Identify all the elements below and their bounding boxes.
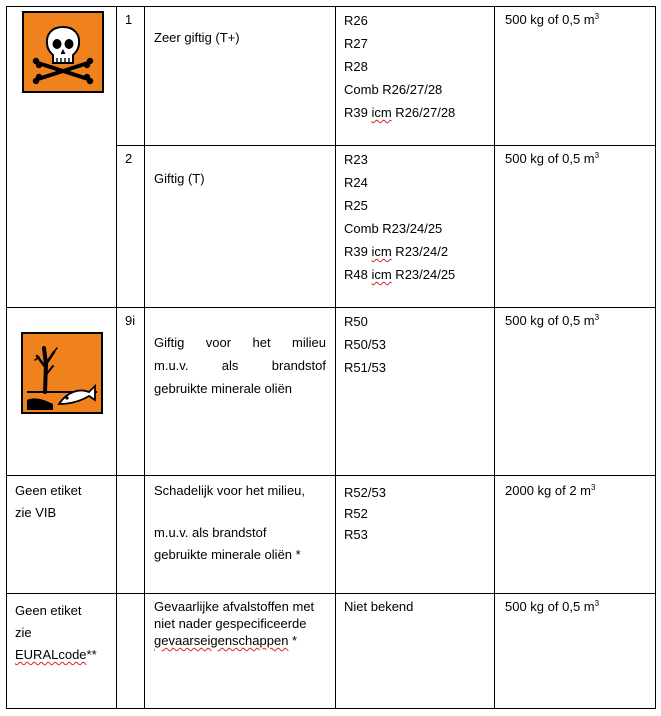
r-phrase: R26 <box>344 13 368 28</box>
r-phrases <box>336 7 495 146</box>
hazard-description <box>145 146 336 308</box>
r-phrase: R25 <box>344 198 368 213</box>
label-note: Geen etiket zie VIB <box>7 476 117 594</box>
hazard-description <box>145 476 336 594</box>
r-phrases <box>336 476 495 594</box>
r-phrase: R28 <box>344 59 368 74</box>
hazard-classification-table <box>6 6 656 709</box>
r-phrase: R27 <box>344 36 368 51</box>
class-number: 1 <box>117 7 145 146</box>
quantity-limit: 500 kg of 0,5 $m^3$ <box>495 594 656 709</box>
r-phrase: R39 icm R26/27/28 <box>344 105 456 120</box>
description-line: Schadelijk voor het milieu, <box>154 483 306 498</box>
description-line: m.u.v. als brandstof <box>154 525 267 540</box>
table-row <box>7 308 656 476</box>
quantity-limit: 500 kg of 0,5 $m^3$ <box>495 146 656 308</box>
hazard-symbol-cell <box>7 7 117 308</box>
r-phrases <box>336 146 495 308</box>
r-phrase: R52/53 <box>344 485 386 500</box>
table-row <box>7 594 656 709</box>
description-line: gebruikte minerale oliën <box>154 381 293 396</box>
r-phrase: R51/53 <box>344 360 386 375</box>
r-phrase: R39 icm R23/24/2 <box>344 244 449 259</box>
class-number: 2 <box>117 146 145 308</box>
description-line: niet nader gespecificeerde <box>154 616 307 631</box>
description-line: Gevaarlijke afvalstoffen met <box>154 599 315 614</box>
r-phrase: Comb R26/27/28 <box>344 82 443 97</box>
description-line: m.u.v. als brandstof <box>154 358 326 373</box>
hazard-symbol-cell <box>7 308 117 476</box>
class-number <box>117 476 145 594</box>
r-phrases <box>336 594 495 709</box>
r-phrase: R50 <box>344 314 368 329</box>
label-note: Geen etiket zie EURALcode** <box>7 594 117 709</box>
description-line: Zeer giftig (T+) <box>154 30 240 45</box>
r-phrase: R48 icm R23/24/25 <box>344 267 456 282</box>
description-line: gebruikte minerale oliën * <box>154 547 301 562</box>
hazard-description <box>145 308 336 476</box>
r-phrase: R52 <box>344 506 368 521</box>
quantity-limit: 2000 kg of 2 $m^3$ <box>495 476 656 594</box>
hazard-description <box>145 7 336 146</box>
table-row <box>7 476 656 594</box>
toxic-skull-hazard-icon <box>22 11 104 93</box>
r-phrases <box>336 308 495 476</box>
r-phrase: Comb R23/24/25 <box>344 221 443 236</box>
class-number <box>117 594 145 709</box>
class-number: 9i <box>117 308 145 476</box>
r-phrase: R53 <box>344 527 368 542</box>
description-line: Giftig voor het milieu <box>154 335 326 350</box>
table-row <box>7 7 656 146</box>
description-line: gevaarseigenschappen * <box>154 633 298 648</box>
quantity-limit: 500 kg of 0,5 $m^3$ <box>495 308 656 476</box>
r-phrase: R23 <box>344 152 368 167</box>
description-line: Giftig (T) <box>154 171 205 186</box>
r-phrase: R24 <box>344 175 368 190</box>
environment-hazard-icon <box>21 332 103 414</box>
r-phrase: Niet bekend <box>344 599 414 614</box>
r-phrase: R50/53 <box>344 337 386 352</box>
quantity-limit: 500 kg of 0,5 $m^3$ <box>495 7 656 146</box>
hazard-description <box>145 594 336 709</box>
